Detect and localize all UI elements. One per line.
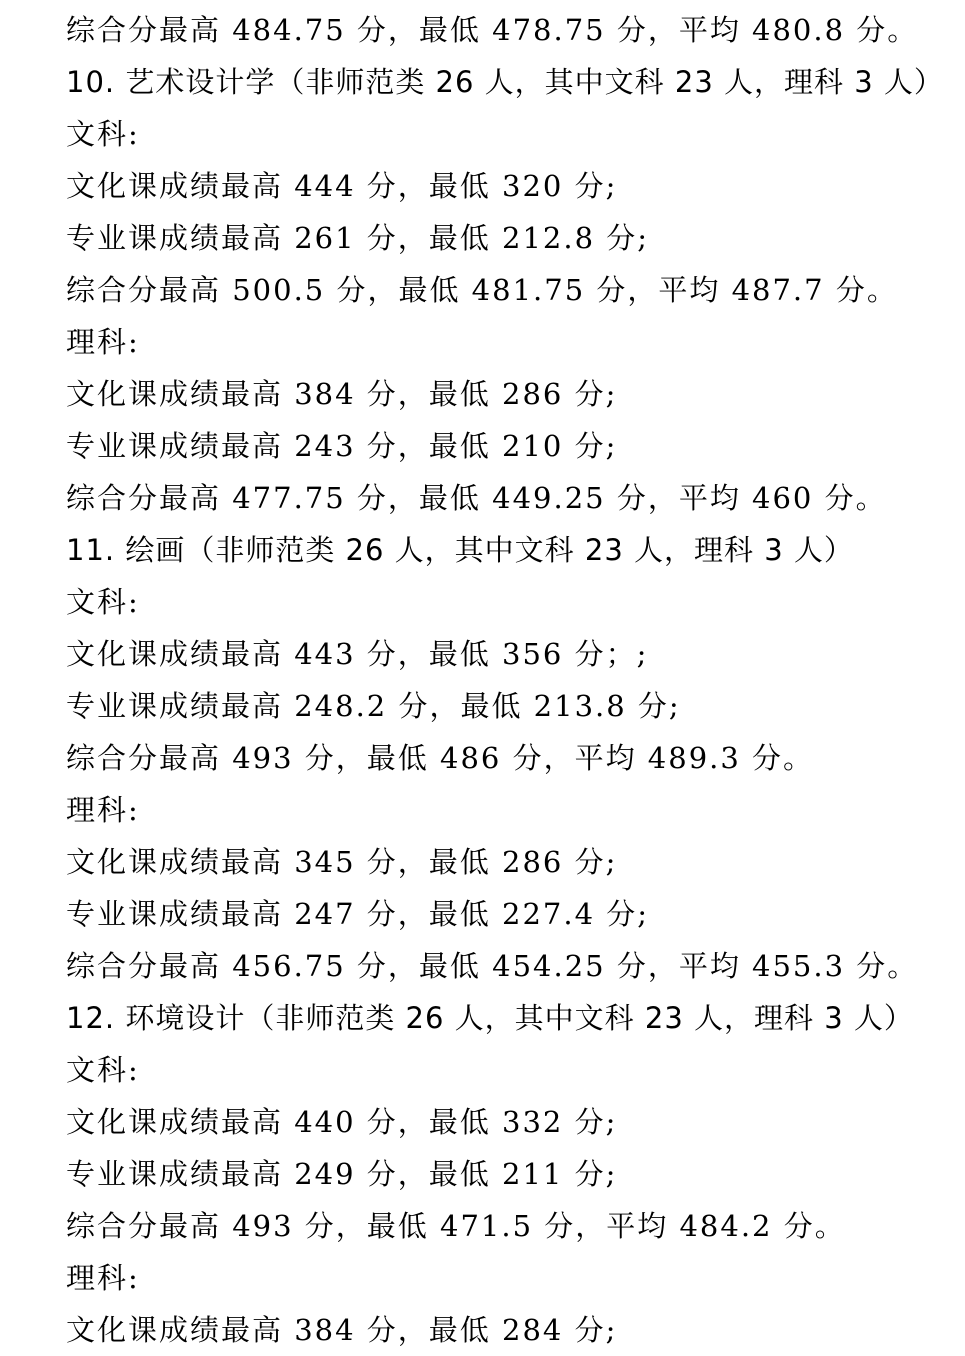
text-line: 文化课成绩最高 444 分，最低 320 分; (66, 169, 618, 203)
text-line: 专业课成绩最高 249 分，最低 211 分; (66, 1157, 618, 1191)
section-heading: 11. 绘画（非师范类 26 人，其中文科 23 人，理科 3 人） (66, 533, 854, 567)
text-line: 文化课成绩最高 440 分，最低 332 分; (66, 1105, 618, 1139)
text-line: 理科: (66, 1261, 140, 1295)
section-heading: 10. 艺术设计学（非师范类 26 人，其中文科 23 人，理科 3 人） (66, 65, 944, 99)
text-line: 文化课成绩最高 384 分，最低 284 分; (66, 1313, 618, 1347)
text-line: 专业课成绩最高 247 分，最低 227.4 分; (66, 897, 650, 931)
text-line: 综合分最高 456.75 分，最低 454.25 分，平均 455.3 分。 (66, 949, 919, 983)
text-line: 文化课成绩最高 443 分，最低 356 分；; (66, 637, 649, 671)
text-line: 综合分最高 493 分，最低 471.5 分，平均 484.2 分。 (66, 1209, 846, 1243)
text-line: 理科: (66, 793, 140, 827)
text-line: 综合分最高 477.75 分，最低 449.25 分，平均 460 分。 (66, 481, 887, 515)
text-line: 专业课成绩最高 248.2 分，最低 213.8 分; (66, 689, 681, 723)
text-line: 文化课成绩最高 345 分，最低 286 分; (66, 845, 618, 879)
text-line: 文科: (66, 585, 140, 619)
text-line: 综合分最高 493 分，最低 486 分，平均 489.3 分。 (66, 741, 815, 775)
document-body (66, 4, 965, 1356)
text-line: 文科: (66, 117, 140, 151)
text-line: 理科: (66, 325, 140, 359)
text-line: 综合分最高 484.75 分，最低 478.75 分，平均 480.8 分。 (66, 13, 919, 47)
section-heading: 12. 环境设计（非师范类 26 人，其中文科 23 人，理科 3 人） (66, 1001, 914, 1035)
text-line: 专业课成绩最高 261 分，最低 212.8 分; (66, 221, 650, 255)
text-line: 文科: (66, 1053, 140, 1087)
text-line: 综合分最高 500.5 分，最低 481.75 分，平均 487.7 分。 (66, 273, 898, 307)
text-line: 文化课成绩最高 384 分，最低 286 分; (66, 377, 618, 411)
text-line: 专业课成绩最高 243 分，最低 210 分; (66, 429, 618, 463)
